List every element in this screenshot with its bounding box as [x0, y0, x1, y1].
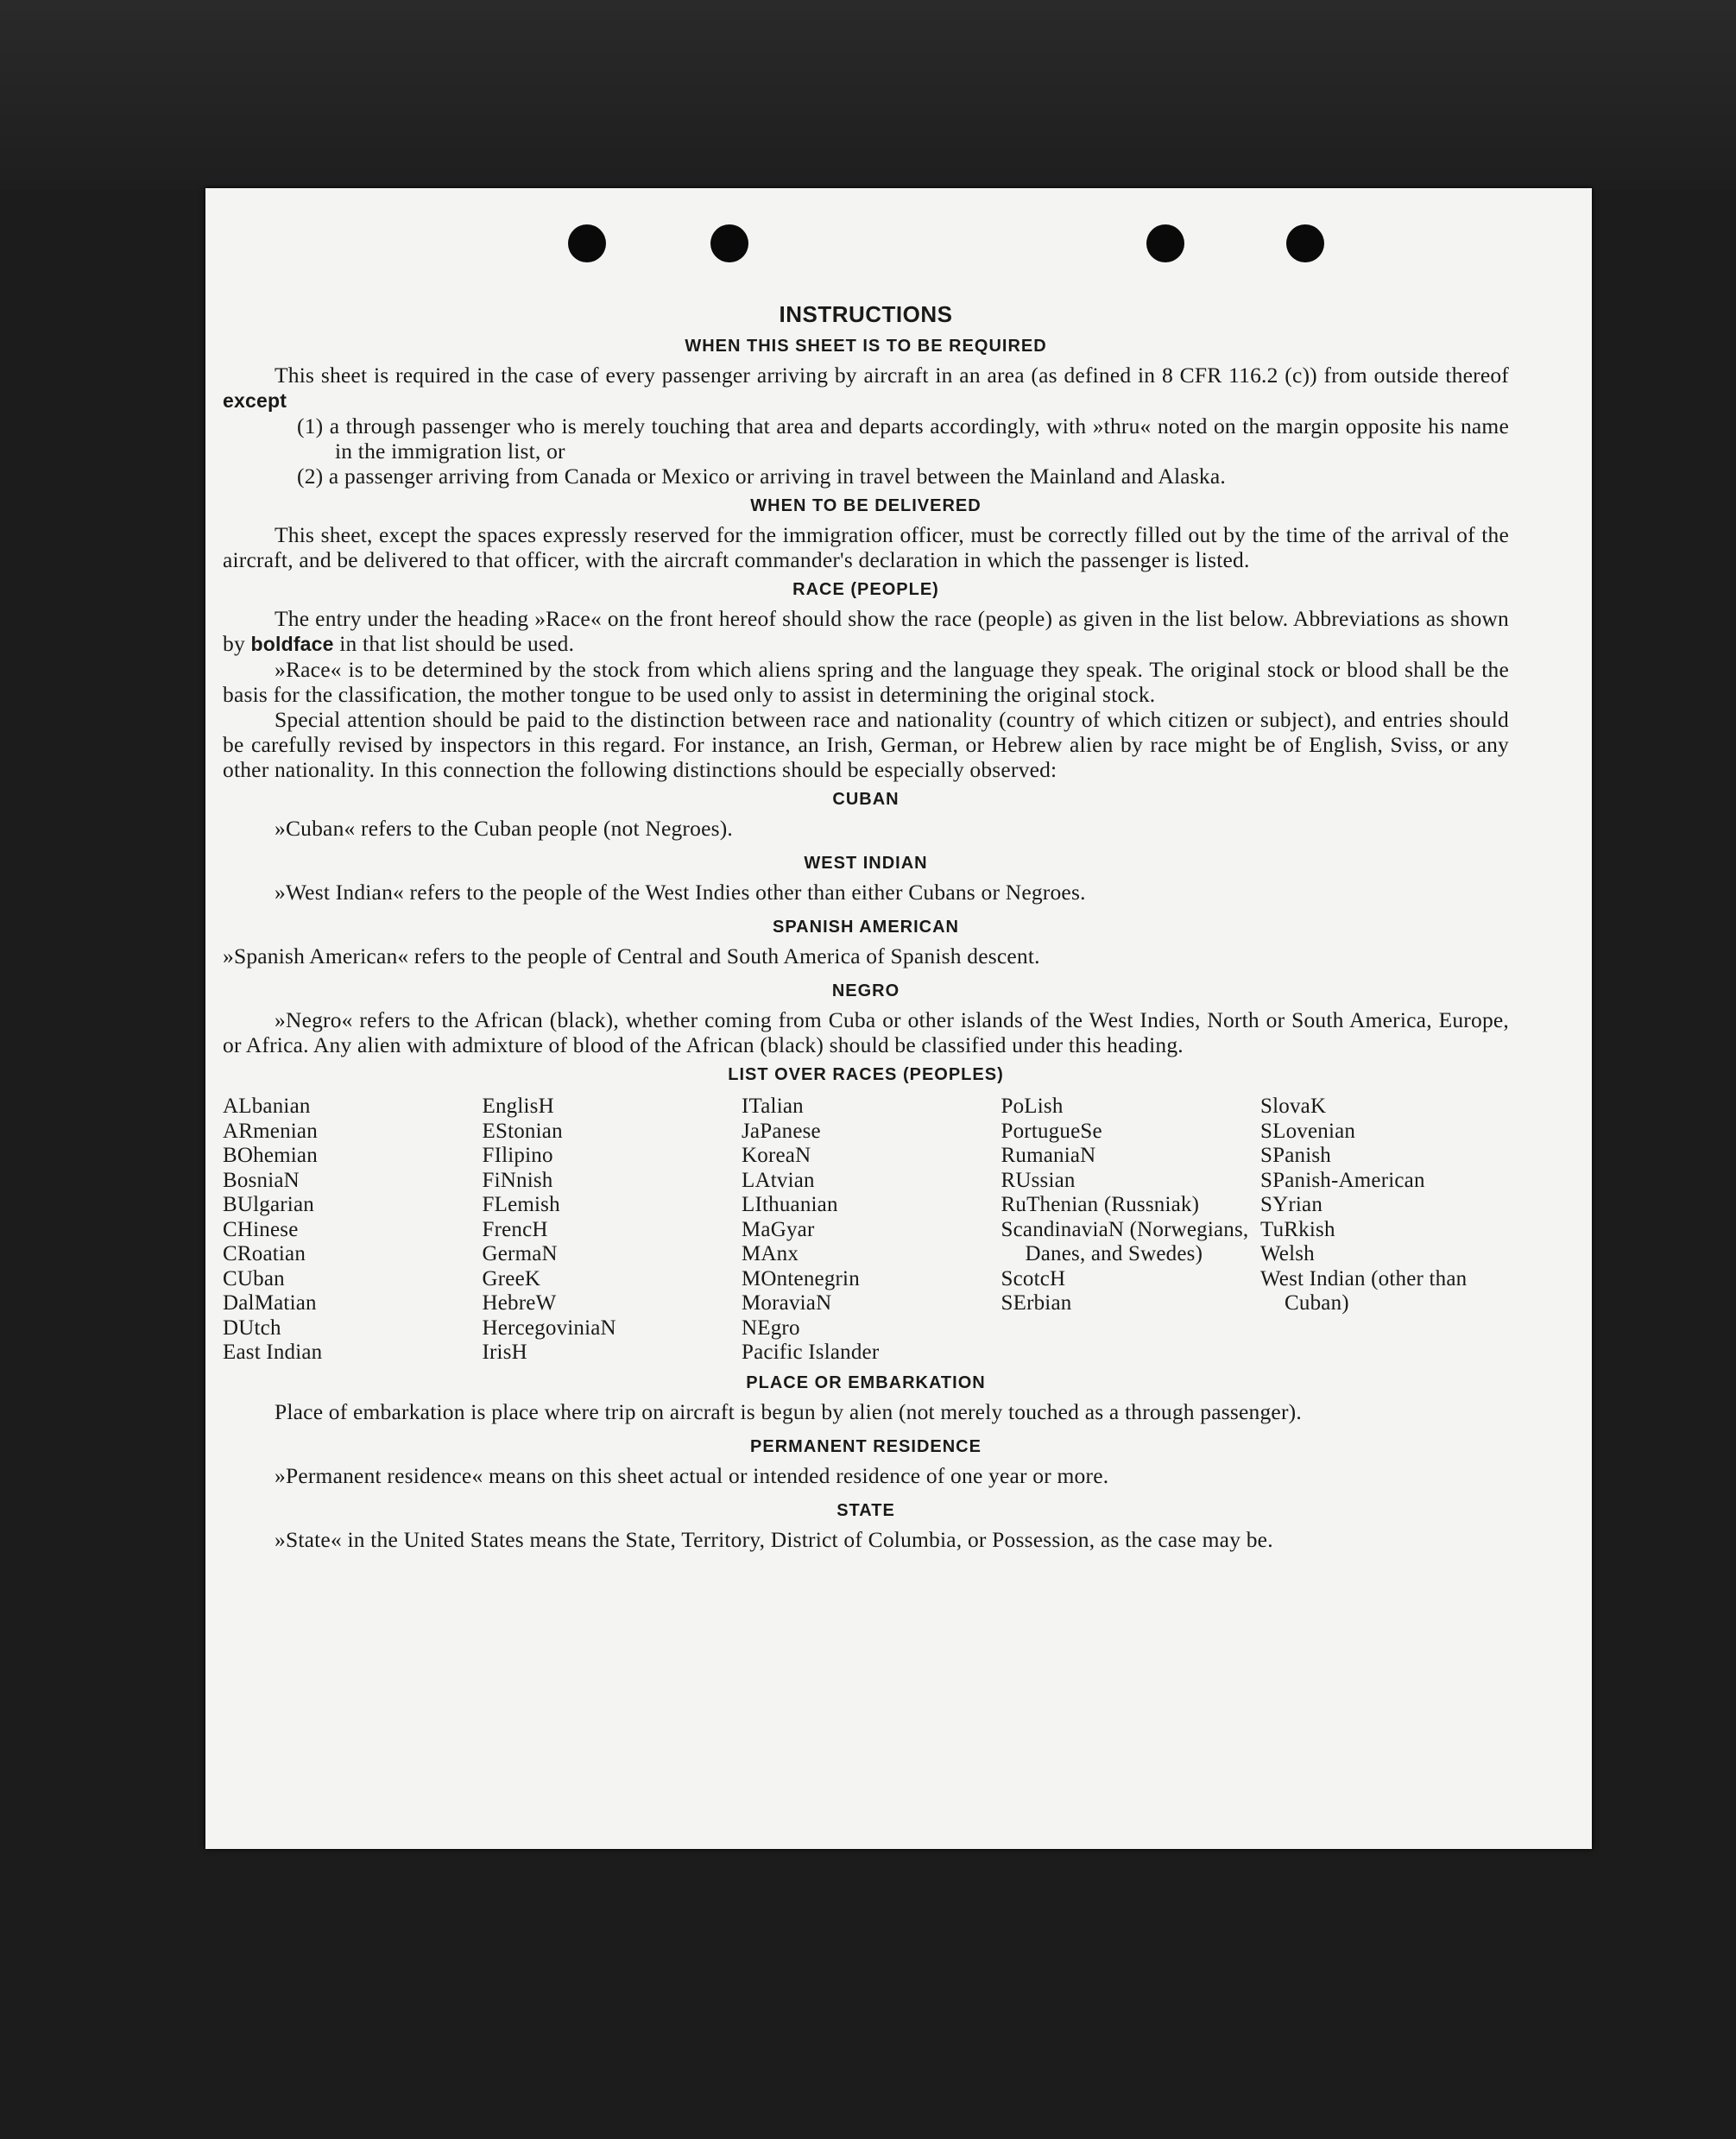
- race-entry: MAnx: [742, 1242, 799, 1265]
- race-entry: IrisH: [482, 1341, 527, 1364]
- race-column: [742, 1095, 990, 1366]
- document-sheet: [205, 188, 1592, 1849]
- race-entry: GreeK: [482, 1266, 541, 1290]
- race-entry: RUssian: [1001, 1168, 1076, 1192]
- race-list: [223, 1095, 1509, 1366]
- race-entry: FLemish: [482, 1193, 560, 1216]
- section-heading: PLACE OR EMBARKATION: [746, 1372, 986, 1392]
- race-column: [483, 1095, 731, 1366]
- emphasis: except: [223, 389, 287, 412]
- race-entry: BosniaN: [223, 1168, 300, 1192]
- paragraph: »Race« is to be determined by the stock from which aliens spring and the language they speak. The original stock or blood shall be the basis for the classification, the mother tongue to be used only to assist in determining the original stock.: [223, 657, 1509, 707]
- race-entry: CUban: [223, 1266, 285, 1290]
- punch-hole: [710, 224, 748, 262]
- paragraph: »Cuban« refers to the Cuban people (not Negroes).: [275, 816, 733, 841]
- paragraph: Special attention should be paid to the distinction between race and nationality (country of which citizen or subject), and entries should be carefully revised by inspectors in this regard. For instance, an Irish, German, or Hebrew alien by race might be of English, Sviss, or any other nationality. In this connection the following distinctions should be especially observed:: [223, 707, 1509, 782]
- race-entry: ALbanian: [223, 1095, 311, 1118]
- paragraph: This sheet, except the spaces expressly reserved for the immigration officer, must be correctly filled out by the time of the arrival of the aircraft, and be delivered to that officer, with the aircraft commander's declaration in which the passenger is listed.: [223, 522, 1509, 572]
- section-heading: WHEN TO BE DELIVERED: [750, 496, 982, 515]
- race-entry: MaGyar: [742, 1217, 815, 1241]
- race-entry: FiNnish: [482, 1168, 553, 1192]
- page-title: INSTRUCTIONS: [779, 301, 953, 327]
- race-entry: LAtvian: [742, 1168, 815, 1192]
- race-entry: SPanish-American: [1260, 1168, 1425, 1192]
- instructions-body: [223, 302, 1509, 1552]
- race-entry: SErbian: [1001, 1291, 1072, 1315]
- race-entry: EnglisH: [482, 1095, 554, 1118]
- race-entry: West Indian (other than Cuban): [1260, 1266, 1468, 1315]
- race-entry: LIthuanian: [742, 1193, 838, 1216]
- scan-background: [0, 0, 1736, 190]
- race-column: [1260, 1095, 1509, 1366]
- race-entry: DUtch: [223, 1316, 281, 1340]
- race-entry: ITalian: [742, 1095, 804, 1118]
- section-heading: RACE (PEOPLE): [792, 580, 939, 599]
- race-entry: FrencH: [482, 1217, 548, 1241]
- paragraph: »State« in the United States means the State, Territory, District of Columbia, or Possession, as the case may be.: [275, 1526, 1273, 1552]
- paragraph: »West Indian« refers to the people of the West Indies other than either Cubans or Negroes.: [275, 880, 1086, 905]
- race-entry: SLovenian: [1260, 1119, 1356, 1143]
- section-heading: SPANISH AMERICAN: [772, 918, 959, 937]
- race-entry: MOntenegrin: [742, 1266, 860, 1290]
- punch-hole: [1146, 224, 1184, 262]
- section-heading: CUBAN: [832, 790, 900, 809]
- race-entry: GermaN: [482, 1242, 558, 1265]
- race-entry: SlovaK: [1260, 1095, 1327, 1118]
- paragraph: The entry under the heading »Race« on the front hereof should show the race (people) as given in the list below. Abbreviations as shown by boldface in that list should be used.: [223, 606, 1509, 656]
- section-heading: LIST OVER RACES (PEOPLES): [728, 1065, 1004, 1084]
- race-entry: JaPanese: [742, 1119, 821, 1143]
- race-entry: ScandinaviaN (Norwegians, Danes, and Swedes): [1001, 1217, 1249, 1265]
- list-item: (1) a through passenger who is merely touching that area and departs accordingly, with »thru« noted on the margin opposite his name in the immigration list, or: [297, 413, 1509, 464]
- section-heading: WHEN THIS SHEET IS TO BE REQUIRED: [685, 337, 1047, 356]
- race-entry: CRoatian: [223, 1242, 306, 1265]
- paragraph: »Permanent residence« means on this sheet actual or intended residence of one year or more.: [275, 1462, 1109, 1488]
- race-entry: KoreaN: [742, 1144, 811, 1167]
- race-entry: FIlipino: [482, 1144, 553, 1167]
- list-item: (2) a passenger arriving from Canada or Mexico or arriving in travel between the Mainland and Alaska.: [297, 464, 1226, 489]
- race-entry: NEgro: [742, 1316, 800, 1340]
- race-entry: ARmenian: [223, 1119, 318, 1143]
- paragraph: »Spanish American« refers to the people of Central and South America of Spanish descent.: [223, 943, 1040, 969]
- race-entry: HercegoviniaN: [482, 1316, 616, 1340]
- race-entry: PoLish: [1001, 1095, 1064, 1118]
- race-entry: ScotcH: [1001, 1266, 1066, 1290]
- race-entry: BOhemian: [223, 1144, 318, 1167]
- paragraph: This sheet is required in the case of every passenger arriving by aircraft in an area (as defined in 8 CFR 116.2 (c)) from outside thereof except: [223, 363, 1509, 412]
- section-heading: STATE: [836, 1500, 895, 1520]
- race-entry: BUlgarian: [223, 1193, 314, 1216]
- race-entry: DalMatian: [223, 1291, 317, 1315]
- race-entry: East Indian: [223, 1341, 323, 1364]
- race-entry: Pacific Islander: [742, 1341, 880, 1364]
- punch-hole: [568, 224, 606, 262]
- race-entry: Welsh: [1260, 1242, 1315, 1265]
- race-column: [223, 1095, 471, 1366]
- section-heading: WEST INDIAN: [804, 854, 928, 873]
- race-entry: MoraviaN: [742, 1291, 832, 1315]
- race-entry: EStonian: [482, 1119, 563, 1143]
- section-heading: NEGRO: [831, 981, 900, 1000]
- emphasis: boldface: [250, 633, 334, 655]
- paragraph: »Negro« refers to the African (black), whether coming from Cuba or other islands of the West Indies, North or South America, Europe, or Africa. Any alien with admixture of blood of the African (black) should be classified under this heading.: [223, 1007, 1509, 1057]
- punch-hole: [1286, 224, 1324, 262]
- race-entry: HebreW: [482, 1291, 557, 1315]
- race-entry: SPanish: [1260, 1144, 1331, 1167]
- race-entry: RuThenian (Russniak): [1001, 1193, 1200, 1216]
- race-entry: CHinese: [223, 1217, 299, 1241]
- race-entry: TuRkish: [1260, 1217, 1335, 1241]
- section-heading: PERMANENT RESIDENCE: [750, 1436, 982, 1456]
- race-column: [1001, 1095, 1250, 1366]
- race-entry: PortugueSe: [1001, 1119, 1102, 1143]
- paragraph: Place of embarkation is place where trip on aircraft is begun by alien (not merely touched as a through passenger).: [275, 1398, 1302, 1424]
- race-entry: SYrian: [1260, 1193, 1323, 1216]
- race-entry: RumaniaN: [1001, 1144, 1096, 1167]
